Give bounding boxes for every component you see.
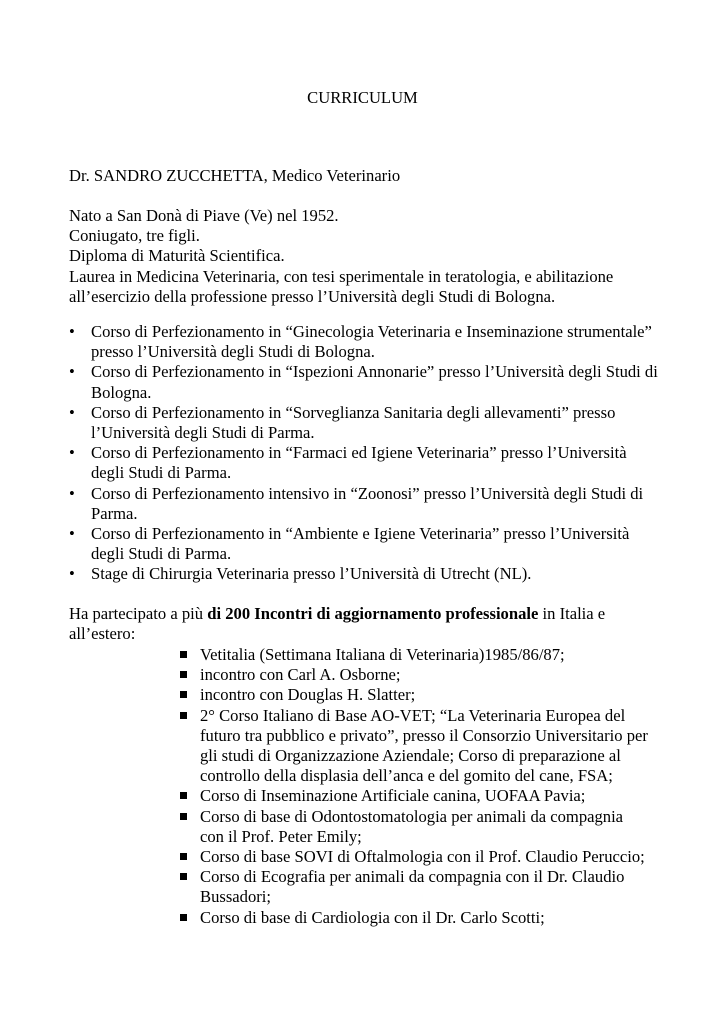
event-text: incontro con Douglas H. Slatter; bbox=[200, 685, 416, 705]
course-text: Corso di Perfezionamento in “Ambiente e Igiene Veterinaria” presso l’Università degli Studi di Parma. bbox=[91, 524, 630, 564]
events-intro-bold: di 200 Incontri di aggiornamento professionale bbox=[207, 604, 539, 623]
page-title: CURRICULUM bbox=[307, 88, 418, 107]
person-name-line: Dr. SANDRO ZUCCHETTA, Medico Veterinario bbox=[69, 166, 401, 185]
event-text: Corso di base di Cardiologia con il Dr. Carlo Scotti; bbox=[200, 907, 545, 927]
event-text: Corso di base SOVI di Oftalmologia con il Prof. Claudio Peruccio; bbox=[200, 847, 645, 867]
event-item bbox=[178, 908, 648, 928]
course-text: Corso di Perfezionamento in “Farmaci ed Igiene Veterinaria” presso l’Università degli Studi di Parma. bbox=[91, 443, 627, 483]
bullet-dot-icon: • bbox=[69, 483, 75, 503]
course-item bbox=[69, 564, 659, 584]
event-text: Corso di base di Odontostomatologia per animali da compagnia con il Prof. Peter Emily; bbox=[200, 806, 624, 846]
course-text: Corso di Perfezionamento in “Sorveglianza Sanitaria degli allevamenti” presso l’Università degli Studi di Parma. bbox=[91, 402, 616, 443]
event-item bbox=[178, 807, 648, 847]
square-bullet-icon bbox=[180, 651, 187, 658]
square-bullet-icon bbox=[180, 691, 187, 698]
course-item bbox=[69, 443, 659, 483]
event-text: incontro con Carl A. Osborne; bbox=[200, 665, 401, 685]
bullet-dot-icon: • bbox=[69, 524, 75, 544]
square-bullet-icon bbox=[180, 671, 187, 678]
intro-line: Laurea in Medicina Veterinaria, con tesi sperimentale in teratologia, e abilitazione all’esercizio della professione presso l’Università degli Studi di Bologna. bbox=[69, 266, 614, 306]
square-bullet-icon bbox=[180, 712, 187, 719]
course-text: Corso di Perfezionamento in “Ginecologia Veterinaria e Inseminazione strumentale” presso l’Università degli Studi di Bologna. bbox=[91, 322, 652, 362]
course-text: Corso di Perfezionamento in “Ispezioni Annonarie” presso l’Università degli Studi di Bologna. bbox=[91, 362, 658, 402]
event-item bbox=[178, 847, 648, 867]
square-bullet-icon bbox=[180, 813, 187, 820]
course-text: Corso di Perfezionamento intensivo in “Zoonosi” presso l’Università degli Studi di Parma. bbox=[91, 483, 644, 523]
bullet-dot-icon: • bbox=[69, 322, 75, 341]
intro-line: Diploma di Maturità Scientifica. bbox=[69, 246, 285, 266]
course-item bbox=[69, 322, 659, 362]
bullet-dot-icon: • bbox=[69, 362, 75, 382]
bullet-dot-icon: • bbox=[69, 443, 75, 463]
square-bullet-icon bbox=[180, 792, 187, 799]
course-item bbox=[69, 484, 659, 524]
events-intro-paragraph bbox=[69, 604, 659, 644]
square-bullet-icon bbox=[180, 853, 187, 860]
events-intro-after: in Italia e all’estero: bbox=[69, 604, 606, 644]
courses-list bbox=[69, 322, 659, 585]
course-item bbox=[69, 524, 659, 564]
event-text: Corso di Inseminazione Artificiale canina, UOFAA Pavia; bbox=[200, 786, 586, 806]
event-item bbox=[178, 786, 648, 806]
event-item bbox=[178, 706, 648, 787]
event-text: Vetitalia (Settimana Italiana di Veterinaria)1985/86/87; bbox=[200, 645, 565, 664]
events-intro-before: Ha partecipato a più bbox=[69, 604, 208, 623]
events-list bbox=[178, 645, 648, 928]
bullet-dot-icon: • bbox=[69, 564, 75, 584]
event-item bbox=[178, 665, 648, 685]
course-item bbox=[69, 362, 659, 402]
course-text: Stage di Chirurgia Veterinaria presso l’Università di Utrecht (NL). bbox=[91, 564, 532, 584]
intro-section bbox=[69, 206, 659, 307]
event-item bbox=[178, 645, 648, 665]
intro-line: Nato a San Donà di Piave (Ve) nel 1952. bbox=[69, 206, 339, 225]
event-text: 2° Corso Italiano di Base AO-VET; “La Veterinaria Europea del futuro tra pubblico e privato”, presso il Consorzio Universitario per gli studi di Organizzazione Aziendale; Corso di preparazione al controllo della displasia dell’anca e del gomito del cane, FSA; bbox=[200, 705, 648, 786]
intro-line: Coniugato, tre figli. bbox=[69, 226, 200, 246]
course-item bbox=[69, 403, 659, 443]
bullet-dot-icon: • bbox=[69, 402, 75, 422]
event-item bbox=[178, 685, 648, 705]
event-item bbox=[178, 867, 648, 907]
square-bullet-icon bbox=[180, 914, 187, 921]
event-text: Corso di Ecografia per animali da compagnia con il Dr. Claudio Bussadori; bbox=[200, 867, 625, 907]
square-bullet-icon bbox=[180, 873, 187, 880]
